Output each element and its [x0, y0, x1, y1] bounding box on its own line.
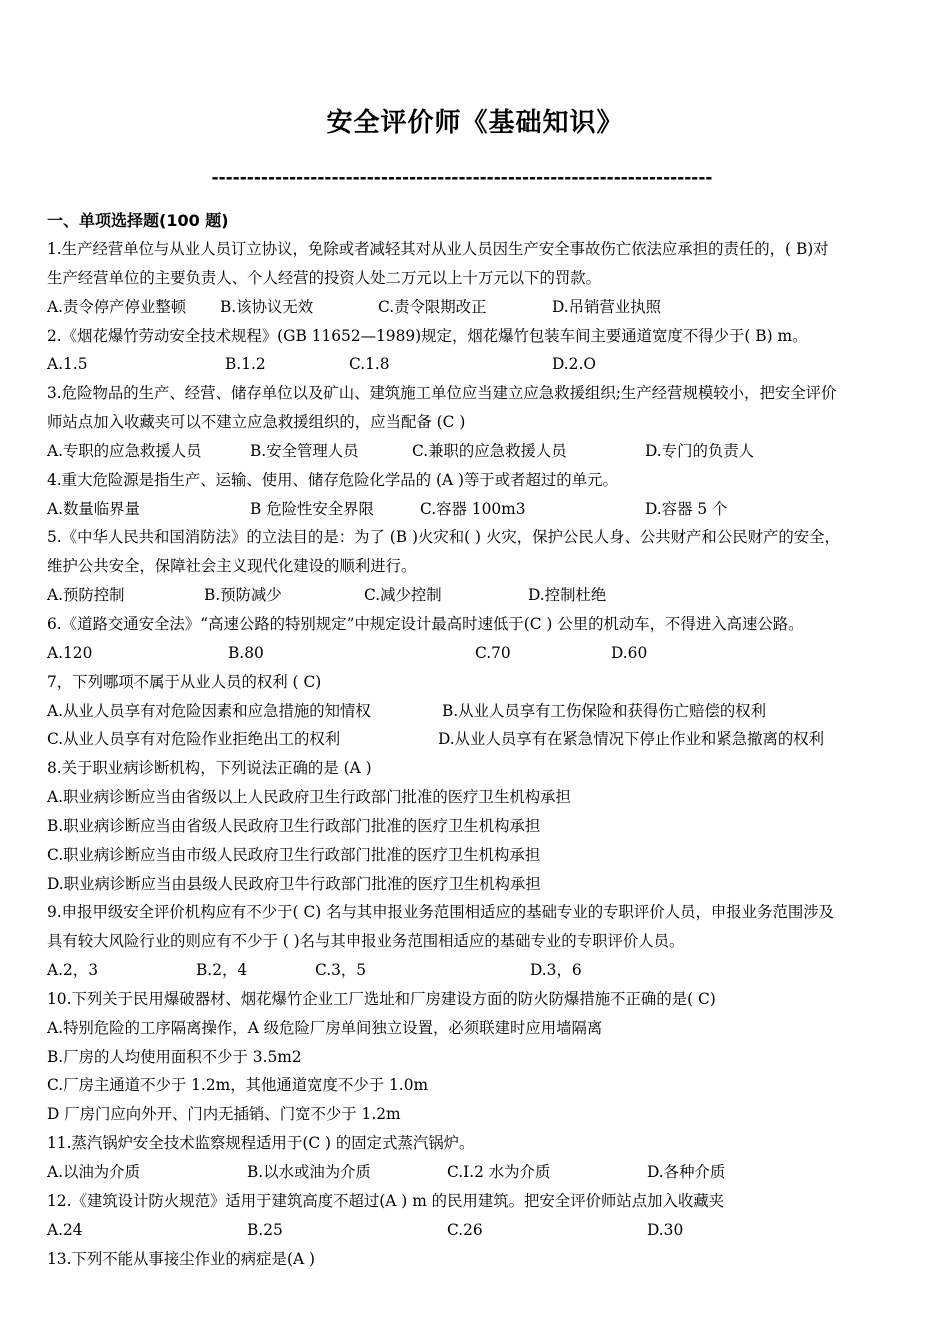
text-line: B.厂房的人均使用面积不少于 3.5m2	[47, 1047, 302, 1066]
answer-option: D.各种介质	[647, 1163, 726, 1181]
answer-option: A.2，3	[47, 961, 98, 980]
text-line: C.职业病诊断应当由市级人民政府卫生行政部门批准的医疗卫生机构承担	[47, 845, 541, 864]
answer-option: A.责令停产停业整顿	[47, 297, 187, 316]
document-body	[47, 207, 907, 1273]
text-line: 维护公共安全，保障社会主义现代化建设的顺利进行。	[47, 557, 417, 576]
option-row	[47, 1158, 907, 1187]
answer-option: B.25	[247, 1220, 283, 1239]
answer-option: C.减少控制	[364, 586, 442, 605]
text-line: 6.《道路交通安全法》“高速公路的特别规定”中规定设计最高时速低于(C ) 公里的机动车，不得进入高速公路。	[47, 614, 804, 633]
answer-option: D.60	[611, 643, 648, 662]
text-line: 10.下列关于民用爆破器材、烟花爆竹企业工厂选址和厂房建设方面的防火防爆措施不正确的是( C)	[47, 989, 716, 1008]
answer-option: D.2.O	[552, 355, 596, 374]
answer-option: A.数量临界量	[47, 499, 140, 518]
text-line: 8.关于职业病诊断机构，下列说法正确的是 (A )	[47, 759, 372, 778]
answer-option: C.70	[475, 643, 511, 662]
option-row	[47, 350, 907, 379]
answer-option: D.3，6	[530, 961, 582, 980]
answer-option: C.3，5	[315, 961, 367, 980]
option-row	[47, 639, 907, 668]
answer-option: B.预防减少	[204, 586, 282, 605]
answer-option: C.从业人员享有对危险作业拒绝出工的权利	[47, 730, 341, 749]
option-row	[47, 1216, 907, 1245]
answer-option: D.30	[647, 1220, 684, 1239]
text-line: 4.重大危险源是指生产、运输、使用、储存危险化学品的 (A )等于或者超过的单元。	[47, 470, 618, 489]
answer-option: A.1.5	[47, 355, 88, 374]
answer-option: B.80	[228, 643, 264, 662]
text-line: D 厂房门应向外开、门内无插销、门宽不少于 1.2m	[47, 1105, 401, 1124]
answer-option: D.容器 5 个	[645, 499, 728, 518]
answer-option: C.兼职的应急救援人员	[412, 441, 567, 460]
answer-option: D.吊销营业执照	[552, 297, 662, 316]
option-row	[47, 293, 907, 322]
section-heading: 一、单项选择题(100 题)	[47, 211, 229, 230]
text-line: D.职业病诊断应当由县级人民政府卫牛行政部门批准的医疗卫生机构承担	[47, 874, 541, 893]
answer-option: B.2，4	[196, 961, 248, 980]
text-line: A.特别危险的工序隔离操作，A 级危险厂房单间独立设置，必须联建时应用墙隔离	[47, 1018, 603, 1037]
option-row	[47, 495, 907, 524]
answer-option: B.以水或油为介质	[247, 1163, 371, 1181]
document-title: 安全评价师《基础知识》	[326, 108, 624, 138]
answer-option: C.26	[447, 1220, 483, 1239]
option-row	[47, 581, 907, 610]
text-line: 具有较大风险行业的则应有不少于 ( )名与其申报业务范围相适应的基础专业的专职评价人员。	[47, 932, 685, 951]
answer-option: A.专职的应急救援人员	[47, 441, 202, 460]
text-line: 2.《烟花爆竹劳动安全技术规程》(GB 11652—1989)规定，烟花爆竹包装车间主要通道宽度不得少于( B) m。	[47, 326, 808, 345]
option-row	[47, 725, 907, 754]
answer-option: B.该协议无效	[220, 297, 314, 316]
title-divider: -----------------------------------------------------------------------	[211, 168, 713, 188]
text-line: 1.生产经营单位与从业人员订立协议，免除或者减轻其对从业人员因生产安全事故伤亡依法应承担的责任的，( B)对	[47, 240, 829, 258]
answer-option: C.I.2 水为介质	[447, 1163, 551, 1181]
answer-option: D.从业人员享有在紧急情况下停止作业和紧急撤离的权利	[438, 730, 825, 749]
answer-option: A.从业人员享有对危险因素和应急措施的知情权	[47, 701, 371, 720]
option-row	[47, 437, 907, 466]
answer-option: C.容器 100m3	[420, 499, 526, 518]
text-line: A.职业病诊断应当由省级以上人民政府卫生行政部门批准的医疗卫生机构承担	[47, 788, 571, 807]
option-row	[47, 956, 907, 985]
answer-option: D.控制杜绝	[528, 586, 607, 605]
answer-option: B.安全管理人员	[250, 441, 359, 460]
text-line: 师站点加入收藏夹可以不建立应急救援组织的，应当配备 (C )	[47, 413, 466, 432]
text-line: 13.下列不能从事接尘作业的病症是(A )	[47, 1249, 315, 1268]
answer-option: B.1.2	[225, 355, 266, 374]
text-line: 9.申报甲级安全评价机构应有不少于( C) 名与其申报业务范围相适应的基础专业的专职评价人员，申报业务范围涉及	[47, 903, 835, 922]
text-line: B.职业病诊断应当由省级人民政府卫生行政部门批准的医疗卫生机构承担	[47, 816, 541, 835]
answer-option: A.预防控制	[47, 586, 125, 605]
text-line: 5.《中华人民共和国消防法》的立法目的是：为了 (B )火灾和( ) 火灾，保护公民人身、公共财产和公民财产的安全，	[47, 528, 840, 547]
answer-option: B.从业人员享有工伤保险和获得伤亡赔偿的权利	[442, 701, 767, 720]
text-line: C.厂房主通道不少于 1.2m，其他通道宽度不少于 1.0m	[47, 1076, 429, 1095]
answer-option: A.120	[47, 643, 93, 662]
answer-option: A.以油为介质	[47, 1163, 140, 1181]
answer-option: C.1.8	[349, 355, 390, 374]
answer-option: C.责令限期改正	[378, 297, 487, 316]
text-line: 生产经营单位的主要负责人、个人经营的投资人处二万元以上十万元以下的罚款。	[47, 268, 602, 287]
text-line: 11.蒸汽锅炉安全技术监察规程适用于(C ) 的固定式蒸汽锅炉。	[47, 1134, 475, 1153]
answer-option: B 危险性安全界限	[250, 499, 374, 518]
question-list	[47, 235, 907, 1273]
option-row	[47, 697, 907, 726]
text-line: 3.危险物品的生产、经营、储存单位以及矿山、建筑施工单位应当建立应急救援组织;生产经营规模较小，把安全评价	[47, 384, 837, 403]
answer-option: A.24	[47, 1220, 83, 1239]
answer-option: D.专门的负责人	[645, 441, 755, 460]
text-line: 12.《建筑设计防火规范》适用于建筑高度不超过(A ) m 的民用建筑。把安全评价师站点加入收藏夹	[47, 1191, 725, 1210]
text-line: 7，下列哪项不属于从业人员的权利 ( C)	[47, 672, 322, 691]
